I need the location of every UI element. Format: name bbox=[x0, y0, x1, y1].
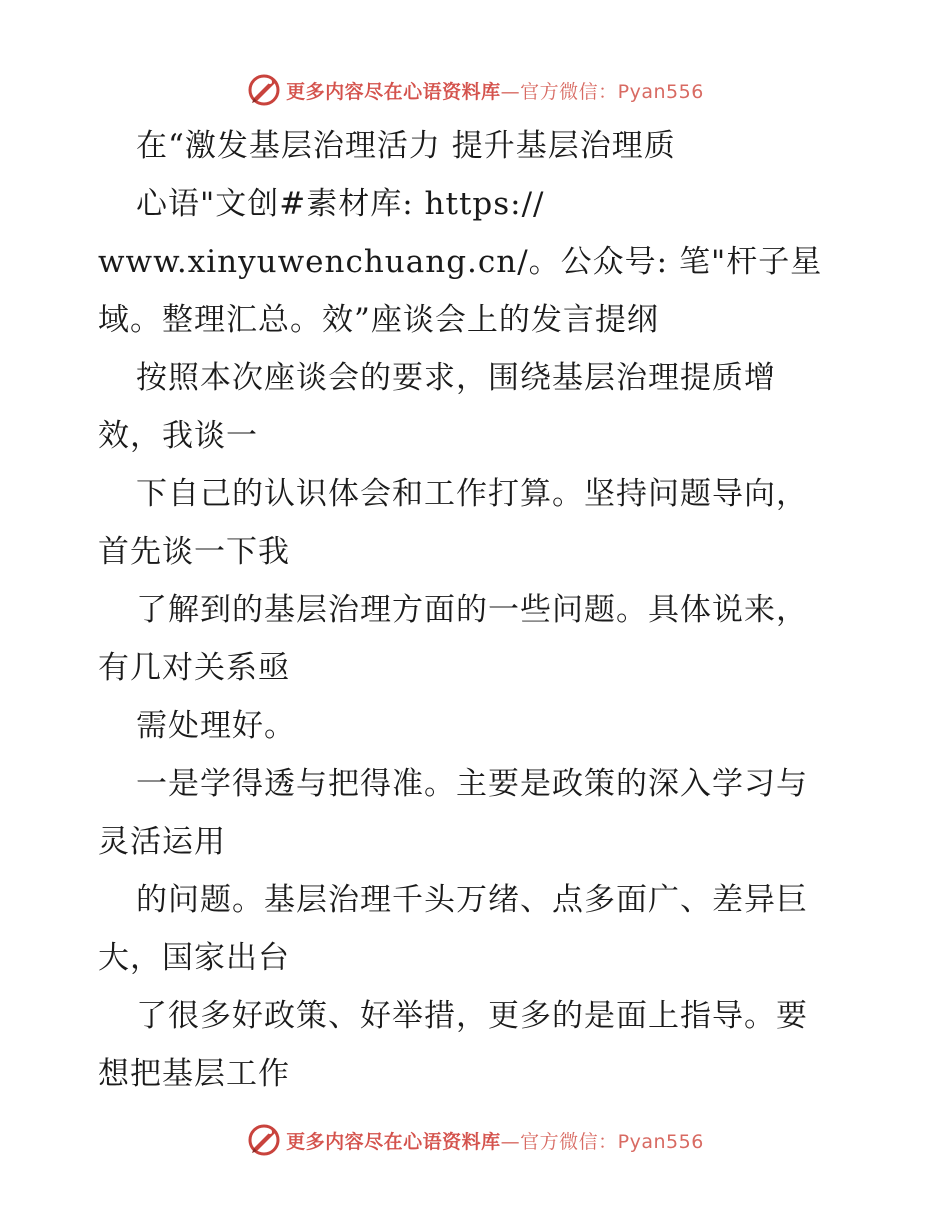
text-line: 一是学得透与把得准。主要是政策的深入学习与 bbox=[136, 766, 808, 802]
footer-banner bbox=[0, 1118, 950, 1162]
text-line: 心语"文创#素材库: https:// bbox=[136, 186, 545, 222]
document-body bbox=[98, 117, 898, 1103]
header-banner-main: 更多内容尽在心语资料库 bbox=[286, 80, 501, 103]
header-banner-wechat: —官方微信：Pyan556 bbox=[500, 80, 704, 103]
text-line: 按照本次座谈会的要求，围绕基层治理提质增 bbox=[136, 360, 776, 396]
footer-banner-text bbox=[286, 1127, 704, 1154]
pen-logo-icon bbox=[246, 72, 282, 108]
footer-banner-wechat: —官方微信：Pyan556 bbox=[500, 1130, 704, 1153]
text-line: 需处理好。 bbox=[136, 708, 296, 744]
text-line: 了解到的基层治理方面的一些问题。具体说来， bbox=[136, 592, 808, 628]
text-line: 有几对关系亟 bbox=[98, 650, 290, 686]
text-line: 大，国家出台 bbox=[98, 940, 290, 976]
header-banner bbox=[0, 68, 950, 112]
text-line: 下自己的认识体会和工作打算。坚持问题导向， bbox=[136, 476, 808, 512]
text-line: 效，我谈一 bbox=[98, 418, 258, 454]
text-line: 在“激发基层治理活力 提升基层治理质 bbox=[136, 128, 676, 164]
text-line: 首先谈一下我 bbox=[98, 534, 290, 570]
text-line: 了很多好政策、好举措，更多的是面上指导。要 bbox=[136, 998, 808, 1034]
text-line: 域。整理汇总。效”座谈会上的发言提纲 bbox=[98, 302, 659, 338]
text-line: www.xinyuwenchuang.cn/。公众号: 笔"杆子星 bbox=[98, 244, 823, 280]
text-line: 灵活运用 bbox=[98, 824, 226, 860]
text-line: 想把基层工作 bbox=[98, 1056, 290, 1092]
header-banner-text bbox=[286, 77, 704, 104]
text-line: 的问题。基层治理千头万绪、点多面广、差异巨 bbox=[136, 882, 808, 918]
pen-logo-icon bbox=[246, 1122, 282, 1158]
footer-banner-main: 更多内容尽在心语资料库 bbox=[286, 1130, 501, 1153]
